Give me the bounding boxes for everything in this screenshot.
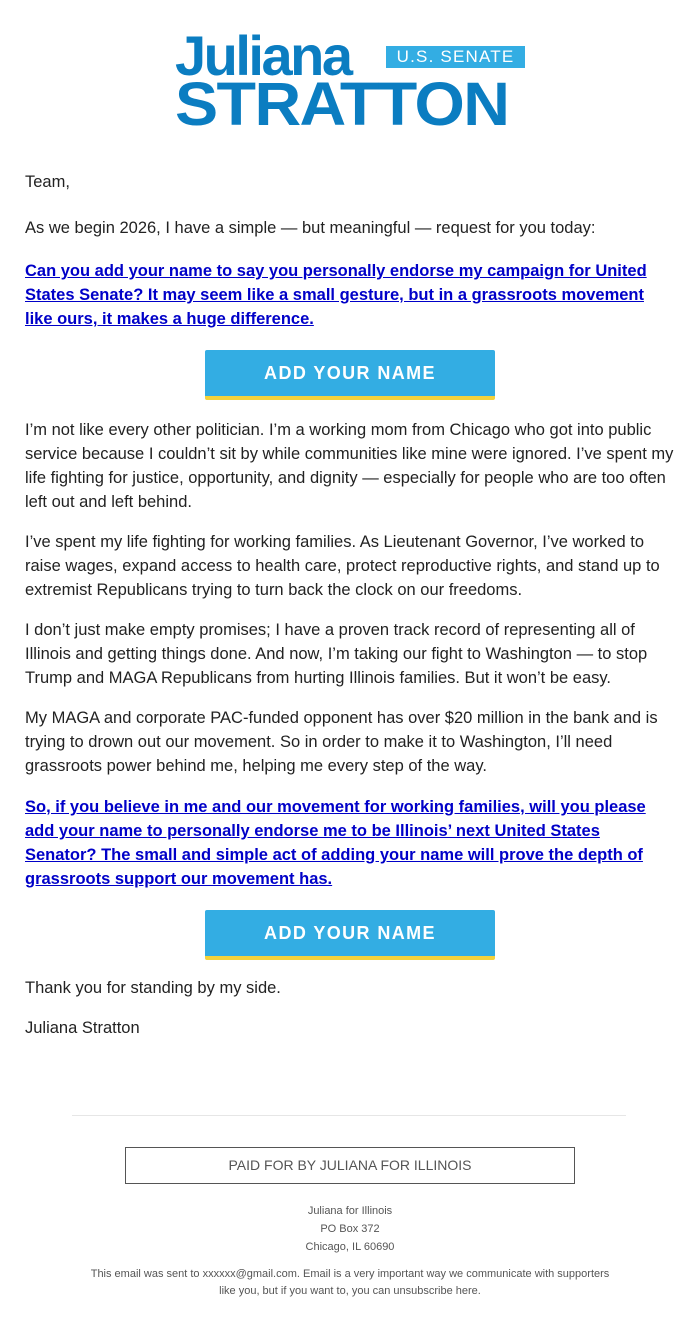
signature: Juliana Stratton — [25, 1019, 140, 1037]
email-body — [25, 170, 675, 1040]
add-your-name-button-2[interactable]: ADD YOUR NAME — [205, 910, 495, 960]
unsubscribe-link[interactable]: unsubscribe here — [393, 1285, 478, 1297]
footer-note — [90, 1266, 610, 1300]
logo-last-name: STRATTON — [175, 70, 509, 138]
footer-divider — [72, 1115, 626, 1116]
endorse-link-1[interactable]: Can you add your name to say you personally endorse my campaign for United States Senate? It may seem like a small gesture, but in a grassroots movement like ours, it makes a huge difference. — [25, 262, 647, 328]
paragraph-track-record: I don’t just make empty promises; I have a proven track record of representing all of Illinois and getting things done. And now, I’m taking our fight to Washington — to stop Trump and MAGA Republicans from hurting Illinois families. But it won’t be easy. — [25, 621, 648, 687]
intro-paragraph: As we begin 2026, I have a simple — but meaningful — request for you today: — [25, 219, 596, 237]
paragraph-working-families: I’ve spent my life fighting for working families. As Lieutenant Governor, I’ve worked to raise wages, expand access to health care, protect reproductive rights, and stand up to extremist Republicans trying to turn back the clock on our freedoms. — [25, 533, 660, 599]
footer-note-prefix: This email was sent to — [90, 1268, 203, 1280]
address-org: Juliana for Illinois — [307, 1205, 393, 1217]
paragraph-politician: I’m not like every other politician. I’m a working mom from Chicago who got into public service because I couldn’t sit by while communities like mine were ignored. I’ve spent my life fighting for justice, opportunity, and dignity — especially for people who are too often left out and left behind. — [25, 421, 674, 511]
button-row-2 — [25, 910, 675, 960]
greeting: Team, — [25, 173, 70, 191]
endorse-link-2[interactable]: So, if you believe in me and our movement for working families, will you please add your name to personally endorse me to be Illinois’ next United States Senator? The small and simple act of adding your name will prove the depth of grassroots support our movement has. — [25, 798, 646, 888]
button-row-1 — [25, 350, 675, 400]
paragraph-opponent: My MAGA and corporate PAC-funded opponent has over $20 million in the bank and is trying to drown out our movement. So in order to make it to Washington, I’ll need grassroots power behind me, helping me every step of the way. — [25, 709, 658, 775]
recipient-email-link[interactable]: xxxxxx@gmail.com — [202, 1268, 297, 1280]
address-line-2: Chicago, IL 60690 — [305, 1241, 395, 1253]
footer-note-suffix: . — [477, 1285, 481, 1297]
closing-line: Thank you for standing by my side. — [25, 979, 281, 997]
address-line-1: PO Box 372 — [320, 1223, 380, 1235]
footer-note-middle: . Email is a very important way we communicate with supporters like you, but if you want to, you can — [219, 1268, 610, 1297]
mailing-address — [0, 1202, 700, 1256]
paid-for-disclaimer: PAID FOR BY JULIANA FOR ILLINOIS — [125, 1147, 575, 1184]
campaign-logo — [175, 24, 530, 138]
add-your-name-button-1[interactable]: ADD YOUR NAME — [205, 350, 495, 400]
logo-first-name: Juliana — [175, 24, 351, 87]
logo-senate-badge: U.S. SENATE — [386, 46, 525, 68]
